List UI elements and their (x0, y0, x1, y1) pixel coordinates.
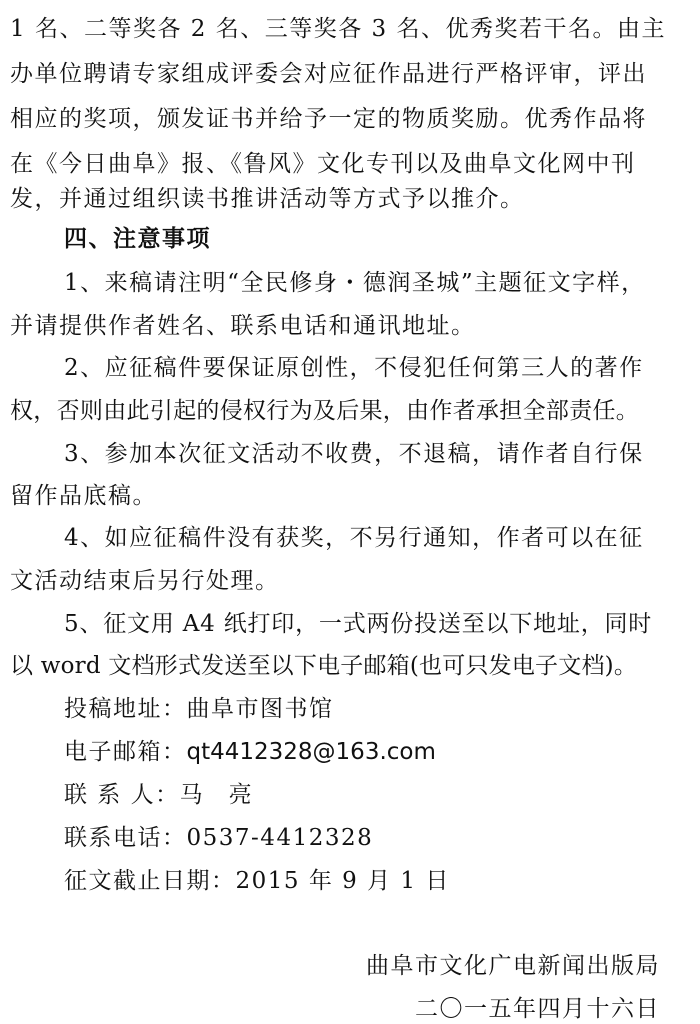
awards-line-5: 发，并通过组织读书推讲活动等方式予以推介。 (10, 186, 525, 212)
signature-date: 二〇一五年四月十六日 (415, 996, 660, 1022)
address-value: 曲阜市图书馆 (186, 696, 334, 722)
note-2-line-1: 2、应征稿件要保证原创性，不侵犯任何第三人的著作 (64, 355, 644, 381)
contact-phone (64, 823, 700, 853)
note-4-line-2: 文活动结束后另行处理。 (10, 568, 280, 594)
note-1-line-1: 1、来稿请注明“全民修身・德润圣城”主题征文字样， (64, 270, 646, 296)
email-value: qt4412328@163.com (186, 739, 436, 765)
contact-email (64, 737, 700, 767)
contact-deadline (64, 866, 700, 896)
note-5-line-2: 以 word 文档形式发送至以下电子邮箱(也可只发电子文档)。 (10, 653, 638, 679)
deadline-value: 2015 年 9 月 1 日 (235, 868, 450, 894)
signature-organization: 曲阜市文化广电新闻出版局 (366, 953, 660, 979)
contact-address (64, 694, 700, 724)
note-5-line-1: 5、征文用 A4 纸打印，一式两份投送至以下地址，同时 (64, 611, 653, 637)
note-3-line-1: 3、参加本次征文活动不收费，不退稿，请作者自行保 (64, 441, 644, 467)
phone-label: 联系电话： (64, 825, 187, 851)
person-value: 马 亮 (179, 782, 254, 808)
awards-line-3: 相应的奖项，颁发证书并给予一定的物质奖励。优秀作品将 (10, 106, 647, 132)
note-1-line-2: 并请提供作者姓名、联系电话和通讯地址。 (10, 313, 476, 339)
address-label: 投稿地址： (64, 696, 187, 722)
note-3-line-2: 留作品底稿。 (10, 483, 157, 509)
person-label: 联 系 人： (64, 782, 180, 808)
phone-value: 0537-4412328 (186, 825, 374, 851)
deadline-label: 征文截止日期： (64, 868, 236, 894)
note-2-line-2: 权，否则由此引起的侵权行为及后果，由作者承担全部责任。 (10, 398, 640, 424)
contact-person (64, 780, 700, 810)
section-heading: 四、注意事项 (64, 225, 211, 252)
email-label: 电子邮箱： (64, 739, 187, 765)
awards-line-1: 1 名、二等奖各 2 名、三等奖各 3 名、优秀奖若干名。由主 (10, 16, 666, 42)
awards-line-2: 办单位聘请专家组成评委会对应征作品进行严格评审，评出 (10, 61, 647, 87)
awards-line-4: 在《今日曲阜》报、《鲁风》文化专刊以及曲阜文化网中刊 (10, 151, 636, 177)
note-4-line-1: 4、如应征稿件没有获奖，不另行通知，作者可以在征 (64, 525, 644, 551)
